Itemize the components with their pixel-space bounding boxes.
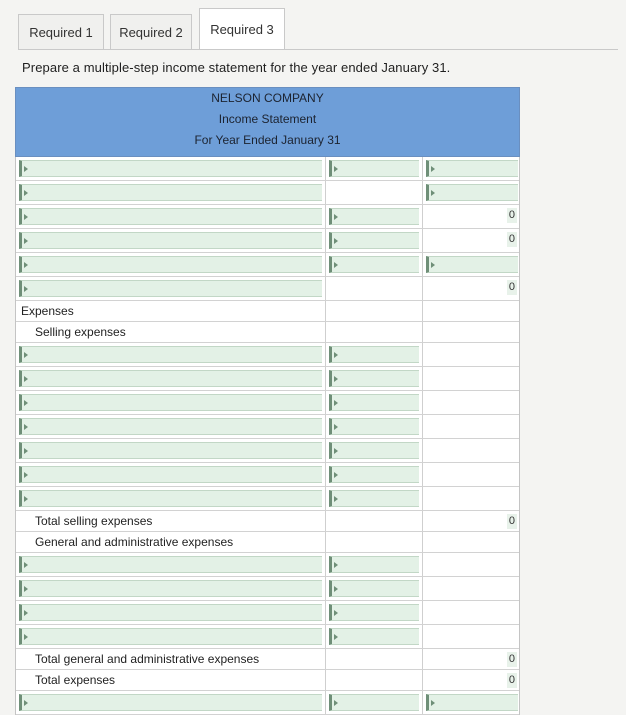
instructions: Prepare a multiple-step income statement for the year ended January 31. — [22, 60, 451, 75]
account-input[interactable] — [19, 556, 322, 573]
statement-row — [16, 367, 519, 391]
description-cell — [16, 553, 326, 576]
total-cell — [423, 487, 521, 510]
amount-input[interactable] — [329, 580, 419, 597]
amount-cell — [326, 439, 423, 462]
total-input[interactable] — [426, 160, 518, 177]
total-cell — [423, 301, 521, 321]
description-cell — [16, 625, 326, 648]
amount-cell — [326, 181, 423, 204]
account-input[interactable] — [19, 256, 322, 273]
total-cell — [423, 181, 521, 204]
statement-title: Income Statement — [218, 112, 317, 126]
amount-cell — [326, 577, 423, 600]
row-label: Selling expenses — [35, 325, 126, 339]
total-cell — [423, 253, 521, 276]
total-cell — [423, 649, 521, 669]
amount-cell — [326, 229, 423, 252]
amount-input[interactable] — [329, 604, 419, 621]
amount-cell — [326, 322, 423, 342]
company-name: NELSON COMPANY — [211, 91, 324, 105]
statement-row — [16, 625, 519, 649]
total-cell — [423, 532, 521, 552]
account-input[interactable] — [19, 208, 322, 225]
tab-bar — [18, 6, 618, 50]
amount-cell — [326, 691, 423, 714]
statement-row — [16, 343, 519, 367]
total-cell — [423, 343, 521, 366]
description-cell — [16, 487, 326, 510]
statement-row — [16, 601, 519, 625]
computed-total-value: 0 — [508, 674, 515, 686]
income-statement-grid — [15, 157, 520, 715]
total-cell — [423, 577, 521, 600]
description-cell — [16, 391, 326, 414]
amount-cell — [326, 301, 423, 321]
amount-cell — [326, 601, 423, 624]
statement-row — [16, 511, 519, 532]
row-label: Total selling expenses — [35, 514, 153, 528]
amount-input[interactable] — [329, 442, 419, 459]
statement-row — [16, 322, 519, 343]
statement-header — [15, 87, 520, 157]
amount-cell — [326, 277, 423, 300]
total-cell — [423, 553, 521, 576]
description-cell — [16, 253, 326, 276]
description-cell — [16, 157, 326, 180]
account-input[interactable] — [19, 184, 322, 201]
total-cell — [423, 601, 521, 624]
amount-input[interactable] — [329, 232, 419, 249]
description-cell — [16, 601, 326, 624]
total-cell — [423, 625, 521, 648]
account-input[interactable] — [19, 442, 322, 459]
statement-row — [16, 277, 519, 301]
row-label: General and administrative expenses — [35, 535, 234, 549]
description-cell — [16, 511, 326, 531]
description-cell — [16, 463, 326, 486]
account-input[interactable] — [19, 394, 322, 411]
amount-cell — [326, 553, 423, 576]
amount-cell — [326, 511, 423, 531]
statement-row — [16, 205, 519, 229]
total-cell — [423, 415, 521, 438]
row-label: Total expenses — [35, 673, 116, 687]
total-input[interactable] — [426, 256, 518, 273]
total-cell — [423, 670, 521, 690]
statement-row — [16, 301, 519, 322]
total-cell — [423, 322, 521, 342]
amount-input[interactable] — [329, 394, 419, 411]
statement-row — [16, 553, 519, 577]
statement-row — [16, 649, 519, 670]
account-input[interactable] — [19, 628, 322, 645]
description-cell — [16, 322, 326, 342]
statement-row — [16, 532, 519, 553]
computed-total-value: 0 — [508, 281, 515, 293]
amount-cell — [326, 391, 423, 414]
description-cell — [16, 649, 326, 669]
account-input[interactable] — [19, 604, 322, 621]
statement-row — [16, 691, 519, 715]
description-cell — [16, 277, 326, 300]
amount-cell — [326, 487, 423, 510]
description-cell — [16, 301, 326, 321]
row-label: Expenses — [21, 304, 74, 318]
account-input[interactable] — [19, 580, 322, 597]
amount-cell — [326, 367, 423, 390]
amount-cell — [326, 463, 423, 486]
statement-row — [16, 391, 519, 415]
statement-row — [16, 415, 519, 439]
statement-row — [16, 463, 519, 487]
row-label: Total general and administrative expenses — [35, 652, 260, 666]
statement-period: For Year Ended January 31 — [194, 133, 341, 147]
total-input[interactable] — [426, 694, 518, 711]
amount-input[interactable] — [329, 256, 419, 273]
amount-input[interactable] — [329, 160, 419, 177]
amount-input[interactable] — [329, 490, 419, 507]
amount-cell — [326, 670, 423, 690]
amount-cell — [326, 415, 423, 438]
account-input[interactable] — [19, 694, 322, 711]
amount-input[interactable] — [329, 628, 419, 645]
total-cell — [423, 157, 521, 180]
description-cell — [16, 532, 326, 552]
account-input[interactable] — [19, 232, 322, 249]
amount-input[interactable] — [329, 370, 419, 387]
description-cell — [16, 670, 326, 690]
total-input[interactable] — [426, 184, 518, 201]
total-cell — [423, 439, 521, 462]
description-cell — [16, 415, 326, 438]
statement-row — [16, 229, 519, 253]
account-input[interactable] — [19, 418, 322, 435]
total-cell — [423, 691, 521, 714]
amount-input[interactable] — [329, 208, 419, 225]
description-cell — [16, 367, 326, 390]
tab-required-1[interactable]: Required 1 — [18, 14, 104, 50]
amount-cell — [326, 343, 423, 366]
amount-cell — [326, 205, 423, 228]
statement-row — [16, 487, 519, 511]
statement-row — [16, 439, 519, 463]
total-cell — [423, 277, 521, 300]
computed-total-value: 0 — [508, 233, 515, 245]
account-input[interactable] — [19, 490, 322, 507]
amount-cell — [326, 625, 423, 648]
description-cell — [16, 229, 326, 252]
tab-required-2[interactable]: Required 2 — [110, 14, 192, 50]
computed-total-value: 0 — [508, 209, 515, 221]
description-cell — [16, 205, 326, 228]
description-cell — [16, 181, 326, 204]
account-input[interactable] — [19, 346, 322, 363]
account-input[interactable] — [19, 370, 322, 387]
description-cell — [16, 343, 326, 366]
total-cell — [423, 391, 521, 414]
computed-total-value: 0 — [508, 653, 515, 665]
amount-input[interactable] — [329, 556, 419, 573]
amount-input[interactable] — [329, 694, 419, 711]
total-cell — [423, 463, 521, 486]
total-cell — [423, 367, 521, 390]
statement-row — [16, 253, 519, 277]
total-cell — [423, 229, 521, 252]
statement-row — [16, 670, 519, 691]
description-cell — [16, 691, 326, 714]
amount-input[interactable] — [329, 418, 419, 435]
amount-input[interactable] — [329, 466, 419, 483]
tab-divider — [18, 49, 618, 50]
statement-row — [16, 577, 519, 601]
total-cell — [423, 205, 521, 228]
amount-cell — [326, 157, 423, 180]
statement-row — [16, 181, 519, 205]
amount-cell — [326, 253, 423, 276]
account-input[interactable] — [19, 466, 322, 483]
amount-cell — [326, 532, 423, 552]
total-cell — [423, 511, 521, 531]
description-cell — [16, 577, 326, 600]
tab-required-3[interactable]: Required 3 — [199, 8, 285, 50]
account-input[interactable] — [19, 160, 322, 177]
computed-total-value: 0 — [508, 515, 515, 527]
description-cell — [16, 439, 326, 462]
amount-input[interactable] — [329, 346, 419, 363]
statement-row — [16, 157, 519, 181]
amount-cell — [326, 649, 423, 669]
account-input[interactable] — [19, 280, 322, 297]
